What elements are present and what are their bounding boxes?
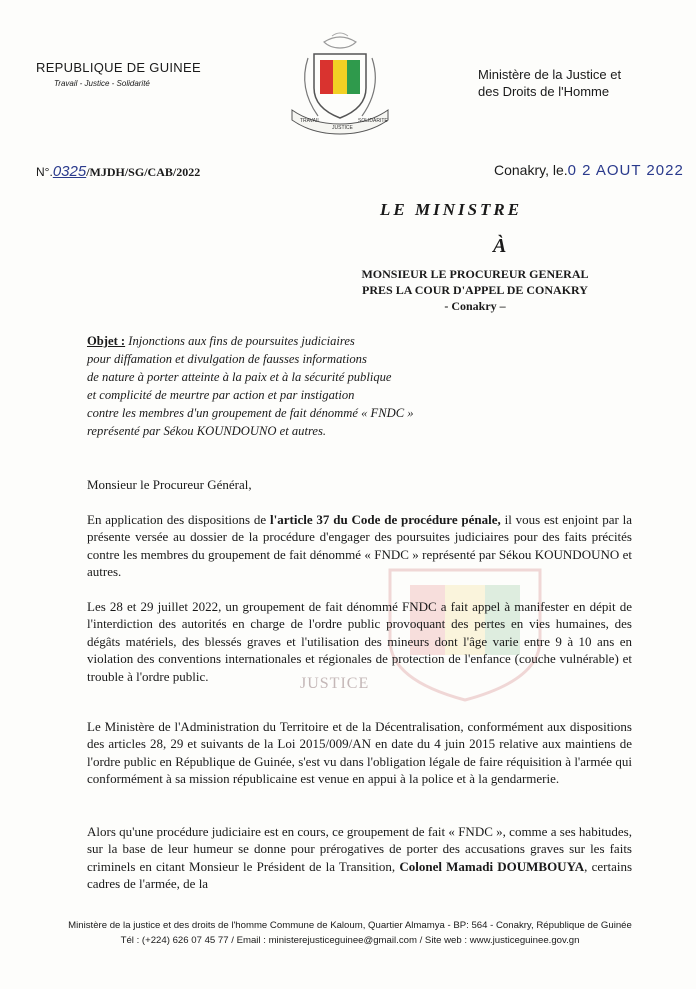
country-name: REPUBLIQUE DE GUINEE: [36, 60, 201, 75]
reference-handwritten-number: 0325: [52, 163, 87, 180]
footer: [20, 918, 680, 948]
subject-line-3: de nature à porter atteinte à la paix et à la sécurité publique: [87, 370, 392, 384]
reference-code: /MJDH/SG/CAB/2022: [86, 165, 201, 179]
addressee-line-2: PRES LA COUR D'APPEL DE CONAKRY: [362, 283, 588, 297]
date-line: [494, 162, 684, 179]
paragraph-1-end: il vous est enjoint par la présente versée au dossier de la procédure d'engager des poursuites judiciaires pour des faits précités contre les membres du groupement de fait dénommé « FNDC » représenté par Sékou KOUNDOUNO et autres.: [87, 512, 633, 580]
addressee-block: [330, 266, 620, 314]
subject-line-1: Injonctions aux fins de poursuites judiciaires: [128, 334, 355, 348]
watermark-text: JUSTICE: [300, 675, 370, 692]
paragraph-4: [87, 823, 632, 893]
paragraph-1-start: En application des dispositions de: [87, 512, 271, 527]
footer-address: Ministère de la justice et des droits de l'homme Commune de Kaloum, Quartier Almamya - BP: 564 - Conakry, République de Guinée: [68, 920, 632, 931]
paragraph-3: Le Ministère de l'Administration du Territoire et de la Décentralisation, conformément aux dispositions des articles 28, 29 et suivants de la Loi 2015/009/AN en date du 4 juin 2015 relative aux maintiens de l'ordre public en République de Guinée, s'est vu dans l'obligation légale de faire réquisition à l'armée qui conformément à sa mission républicaine est venue en appui à la police et à la gendarmerie.: [87, 719, 632, 787]
ministry-line-2: des Droits de l'Homme: [478, 84, 610, 99]
seal-text-right: SOLIDARITE: [358, 118, 388, 124]
paragraph-4-name: Colonel Mamadi DOUMBOUYA: [399, 858, 585, 874]
date-stamp: 0 2 AOUT 2022: [567, 162, 684, 179]
subject-line-6: représenté par Sékou KOUNDOUNO et autres.: [87, 424, 327, 438]
footer-contact: Tél : (+224) 626 07 45 77 / Email : ministerejusticeguinee@gmail.com / Site web : www.justiceguinee.gov.gn: [120, 935, 580, 946]
addressee-line-1: MONSIEUR LE PROCUREUR GENERAL: [361, 267, 589, 281]
subject-label: Objet :: [87, 334, 126, 348]
header-left: [36, 60, 226, 88]
seal-text-center: JUSTICE: [332, 125, 353, 131]
paragraph-1: [87, 511, 632, 581]
paragraph-4-end: , certains cadres de l'armée, de la: [87, 858, 633, 892]
ministry-header: [478, 66, 678, 100]
subject-block: [87, 332, 607, 440]
addressee-line-3: - Conakry –: [444, 299, 506, 313]
sender-title: LE MINISTRE: [380, 200, 523, 219]
paragraph-4-start: Alors qu'une procédure judiciaire est en cours, ce groupement de fait « FNDC », comme a ses habitudes, sur la base de leur humeur se donne pour prérogatives de porter des accusations graves sur les faits criminels en citant Monsieur le Président de la Transition,: [87, 824, 632, 874]
ministry-line-1: Ministère de la Justice et: [478, 67, 622, 82]
coat-of-arms-seal: [286, 28, 394, 140]
reference-prefix: N°.: [36, 165, 53, 179]
to-marker: À: [493, 235, 507, 257]
subject-line-4: et complicité de meurtre par action et par instigation: [87, 388, 355, 402]
subject-line-5: contre les membres d'un groupement de fait dénommé « FNDC »: [87, 406, 414, 420]
salutation: Monsieur le Procureur Général,: [87, 477, 252, 492]
paragraph-1-article: l'article 37 du Code de procédure pénale,: [270, 512, 501, 527]
reference-number: [36, 163, 200, 180]
date-place: Conakry, le.: [494, 162, 568, 178]
subject-line-2: pour diffamation et divulgation de fausses informations: [87, 352, 367, 366]
seal-text-left: TRAVAIL: [300, 118, 321, 124]
paragraph-2: Les 28 et 29 juillet 2022, un groupement de fait dénommé FNDC a fait appel à manifester en dépit de l'interdiction des autorités en charge de l'ordre public provoquant des pertes en vies humaines, des dégâts matériels, des blessés graves et l'utilisation des mineurs dont l'âge varie entre 9 à 10 ans en violation des conventions internationales et régionales de protection de l'enfance (couche vulnérable) et trouble à l'ordre public.: [87, 599, 632, 684]
national-motto: Travail - Justice - Solidarité: [54, 79, 150, 88]
